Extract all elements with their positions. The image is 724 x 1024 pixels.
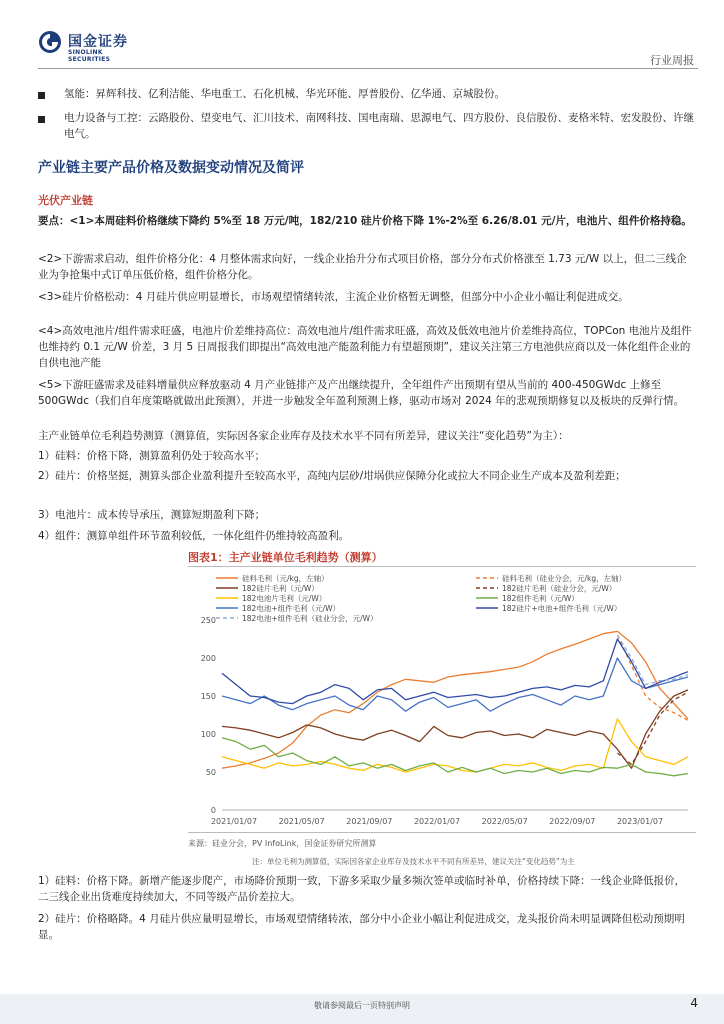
paragraph-polysilicon-price: 1）硅料：价格下降。新增产能逐步爬产，市场降价预期一致，下游多采取少量多频次签单或临时补单，价格持续下降：一线企业降低报价，二三线企业出货难度持续加大，不同等级产品价差拉大。 [38,875,686,903]
series-line [617,692,688,764]
bullet-marker [38,114,51,127]
paragraph-cell: <4>高效电池片/组件需求旺盛，电池片价差维持高位：高效电池片/组件需求旺盛，高效及低效电池片价差维持高位，TOPCon 电池片及组件也维持约 0.1 元/W 价差，3 月 5 日周报我们即提出“高效电池产能盈利能力有望超预期”，建议关注第三方电池供应商以及一体化组件企业的自供电池产能 [38,325,692,369]
series-line [222,631,688,768]
x-tick-label: 2021/01/07 [210,817,258,826]
subsection-title: 光伏产业链 [38,194,93,207]
x-tick-label: 2021/05/07 [278,817,325,826]
footer-disclaimer: 敬请参阅最后一页特别声明 [314,1001,410,1010]
y-tick-label: 200 [200,654,216,663]
paragraph-item-cell: 3）电池片：成本传导承压，测算短期盈利下降； [38,509,266,521]
x-tick-label: 2022/01/07 [413,817,461,826]
paragraph-item-wafer: 2）硅片：价格坚挺，测算头部企业盈利提升至较高水平，高纯内层砂/坩埚供应保障分化或拉大不同企业生产成本及盈利差距； [38,470,626,482]
figure-bottom-rule [188,832,696,833]
x-tick-label: 2022/05/07 [481,817,528,826]
figure-note: 注：单位毛利为测算值，实际因各家企业库存及技术水平不同有所差异，建议关注“变化趋势”为主 [252,857,575,866]
series-line [617,635,688,684]
section-title: 产业链主要产品价格及数据变动情况及简评 [38,160,304,176]
x-tick-label: 2022/09/07 [549,817,596,826]
legend-label: 182电池片毛利（元/W） [242,594,327,603]
legend-label: 182电池+组件毛利（硅业分会，元/W） [242,614,378,623]
legend-label: 182电池+组件毛利（元/W） [242,604,341,613]
logo-chinese-text: 国金证券 [68,34,128,50]
series-line [222,639,688,704]
paragraph-wafer: <3>硅片价格松动：4 月硅片供应明显增长，市场观望情绪转浓，主流企业价格暂无调整，但部分中小企业小幅让利促进成交。 [38,291,629,303]
figure-source: 来源：硅业分会，PV InfoLink，国金证券研究所测算 [188,839,377,848]
y-tick-label: 0 [210,806,216,815]
key-points: 要点：<1>本周硅料价格继续下降约 5%至 18 万元/吨，182/210 硅片价格下降 1%-2%至 6.26/8.01 元/片，电池片、组件价格持稳。 [38,215,692,227]
paragraph-margin-intro: 主产业链单位毛利趋势测算（测算值，实际因各家企业库存及技术水平不同有所差异，建议关注“变化趋势”为主）： [38,430,569,442]
y-tick-label: 250 [200,616,216,625]
legend-label: 182硅片毛利（硅业分会，元/W） [502,584,617,593]
y-tick-label: 50 [205,768,216,777]
paragraph-item-module: 4）组件：测算单组件环节盈利较低，一体化组件仍维持较高盈利。 [38,530,350,542]
x-tick-label: 2021/09/07 [346,817,393,826]
header-divider [38,68,698,69]
chart-legend [216,573,626,624]
series-line [222,719,688,772]
logo-english-text: SINOLINK SECURITIES [68,49,111,63]
chart-series [222,631,688,775]
bullet-power-equipment: 电力设备与工控：云路股份、望变电气、汇川技术、南网科技、国电南瑞、思源电气、四方股份、良信股份、麦格米特、宏发股份、许继电气。 [64,112,694,140]
paragraph-wafer-price: 2）硅片：价格略降。4 月硅片供应量明显增长，市场观望情绪转浓，部分中小企业小幅让利促进成交，龙头报价尚未明显调降但松动预期明显。 [38,913,685,941]
report-type-label: 行业周报 [650,54,694,67]
figure-top-rule [188,566,696,567]
legend-label: 182硅片+电池+组件毛利（元/W） [502,604,622,613]
paragraph-demand: <2>下游需求启动，组件价格分化：4 月整体需求向好，一线企业抬升分布式项目价格，部分分布式价格涨至 1.73 元/W 以上，但二三线企业为争抢集中式订单压低价格，组件价格分化。 [38,253,687,281]
legend-label: 硅料毛利（硅业分会，元/kg，左轴） [502,574,627,583]
paragraph-item-polysilicon: 1）硅料：价格下降，测算盈利仍处于较高水平； [38,450,266,462]
paragraph-outlook: <5>下游旺盛需求及硅料增量供应释放驱动 4 月产业链排产及产出继续提升，全年组件产出预期有望从当前的 400-450GWdc 上修至 500GWdc（我们自年度策略就做出此预测），并进一步触发全年盈利预测上修，驱动市场对 2024 年的悲观预期修复以及板块的反弹行情。 [38,379,685,407]
legend-label: 182硅片毛利（元/W） [242,584,319,593]
y-tick-label: 100 [200,730,216,739]
series-line [222,690,688,768]
x-tick-label: 2023/01/07 [616,817,664,826]
y-tick-label: 150 [200,692,216,701]
legend-label: 硅料毛利（元/kg，左轴） [242,574,329,583]
brand-logo [38,30,146,63]
bullet-hydrogen: 氢能：昇辉科技、亿利洁能、华电重工、石化机械、华光环能、厚普股份、亿华通、京城股份。 [64,88,505,100]
page-number: 4 [690,996,698,1010]
legend-label: 182组件毛利（元/W） [502,594,579,603]
sinolink-logo-icon [38,30,62,54]
bullet-marker [38,90,51,103]
margin-trend-chart [188,568,696,830]
figure-title: 图表1：主产业链单位毛利趋势（测算） [188,551,383,564]
